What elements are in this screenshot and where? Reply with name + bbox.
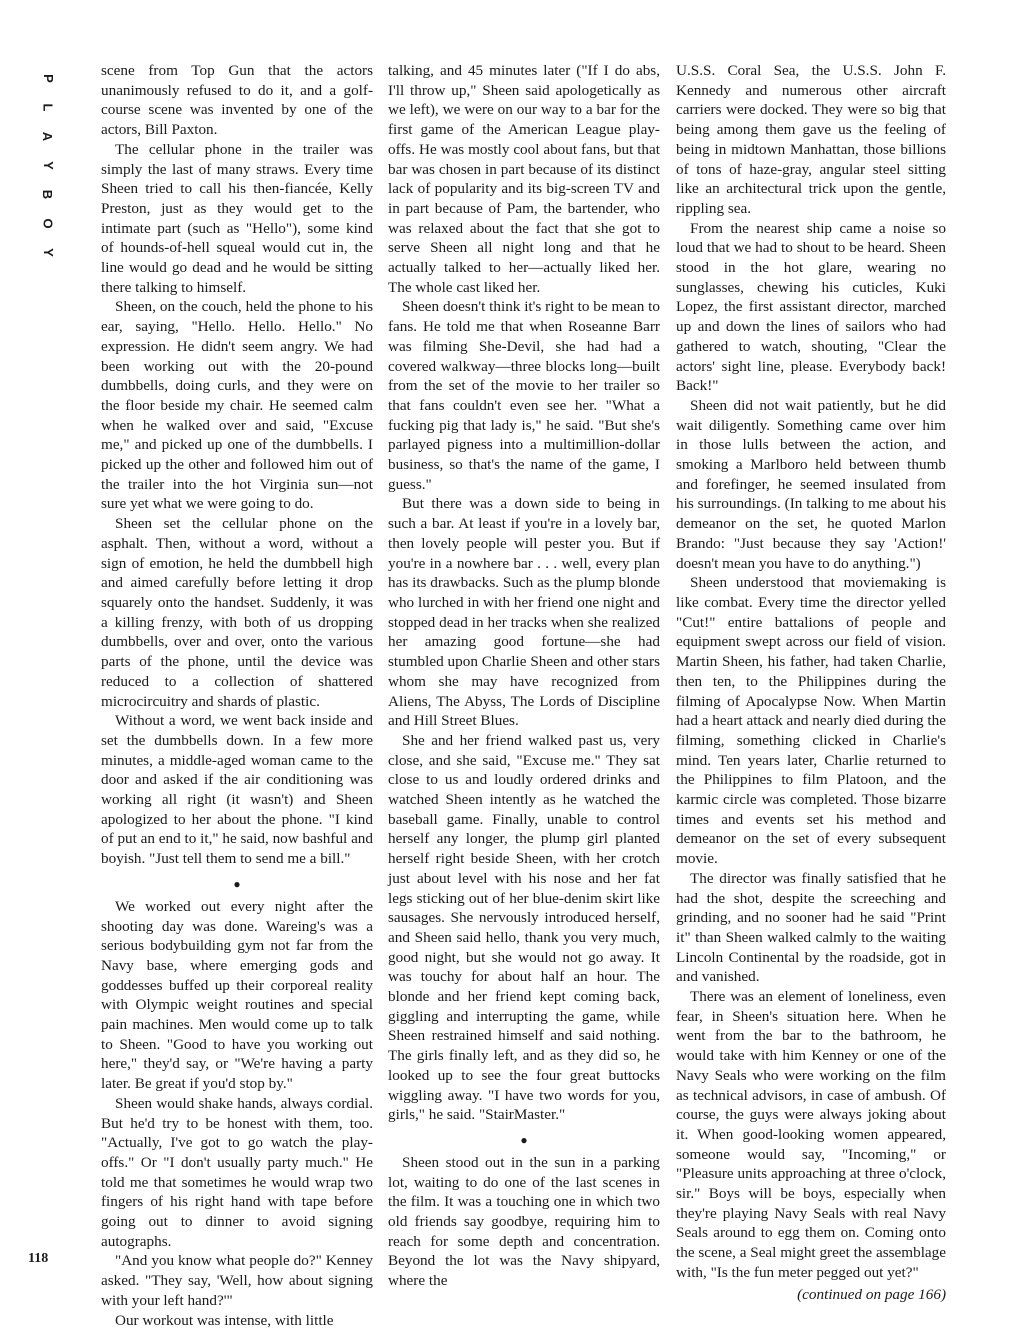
text-column-1 bbox=[101, 61, 373, 1329]
running-head-letter: L bbox=[40, 103, 56, 112]
running-head-letter: Y bbox=[40, 161, 56, 170]
paragraph: Sheen understood that moviemaking is like combat. Every time the director yelled "Cut!" entire battalions of people and equipment swept across our field of vision. Martin Sheen, his father, had taken Charlie, then ten, to the Philippines during the filming of Apocalypse Now. When Martin had a heart attack and nearly died during the filming, something clicked in Charlie's mind. Ten years later, Charlie returned to the Philippines to film Platoon, and the karmic circle was completed. Those bizarre times and events set his method and demeanor on the set of every subsequent movie. bbox=[676, 574, 946, 868]
paragraph: Without a word, we went back inside and set the dumbbells down. In a few more minutes, a middle-aged woman came to the door and asked if the air conditioning was working all right (it wasn't) and Sheen apologized to her about the phone. "I kind of put an end to it," he said, now bashful and boyish. "Just tell them to send me a bill." bbox=[101, 712, 373, 868]
running-head-letter: A bbox=[40, 131, 56, 142]
running-head-letter: Y bbox=[40, 248, 56, 257]
paragraph: From the nearest ship came a noise so loud that we had to shout to be heard. Sheen stood in the hot glare, wearing no sunglasses, chewing his cuticles, Kuki Lopez, the first assistant director, marched up and down the lines of sailors who had gathered to watch, shouting, "Clear the actors' sight line, please. Everybody back! Back!" bbox=[676, 219, 946, 395]
running-head-letter: P bbox=[40, 74, 56, 83]
paragraph: Sheen set the cellular phone on the asphalt. Then, without a word, without a sign of emotion, he held the dumbbell high and aimed carefully before letting it drop squarely onto the handset. Suddenly, it was a killing frenzy, with both of us dropping dumbbells, over and over, onto the various parts of the phone, until the device was reduced to a collection of shattered microcircuitry and shards of plastic. bbox=[101, 515, 373, 710]
paragraph: Sheen, on the couch, held the phone to his ear, saying, "Hello. Hello. Hello." No expression. He didn't seem angry. We had been working out with the 20-pound dumbbells, doing curls, and they were on the floor beside my chair. He seemed calm when he walked over and said, "Excuse me," and picked up one of the dumbbells. I picked up the other and followed him out of the trailer into the hot Virginia sun—not sure yet what we were going to do. bbox=[101, 298, 373, 513]
paragraph: Sheen did not wait patiently, but he did wait diligently. Something came over him in those lulls between the action, and smoking a Marlboro held between thumb and forefinger, he seemed insulated from his surroundings. (In talking to me about his demeanor on the set, he quoted Marlon Brando: "Just because they say 'Action!' doesn't mean you have to do anything.") bbox=[676, 396, 946, 572]
text-column-2 bbox=[388, 61, 660, 1290]
paragraph: The cellular phone in the trailer was simply the last of many straws. Every time Sheen tried to call his then-fiancée, Kelly Preston, just as they would get to the intimate part (such as "Hello"), some kind of hounds-of-hell squeal would cut in, the line would go dead and he would be sitting there talking to himself. bbox=[101, 140, 373, 296]
continued-note: (continued on page 166) bbox=[797, 1285, 946, 1303]
paragraph: talking, and 45 minutes later ("If I do abs, I'll throw up," Sheen said apologetically as we left), we were on our way to a bar for the first game of the American League play-offs. He was mostly cool about fans, but that bar was chosen in part because of its distinct lack of popularity and its big-screen TV and in part because of Pam, the bartender, who was relaxed about the fact that she got to serve Sheen all night long and that he actually talked to her—actually liked her. The whole cast liked her. bbox=[388, 62, 660, 296]
paragraph: Sheen doesn't think it's right to be mean to fans. He told me that when Roseanne Barr was filming She-Devil, she had had a covered walkway—three blocks long—built from the set of the movie to her trailer so that fans couldn't even see her. "What a fucking pig that lady is," he said. "But she's parlayed pigness into a multimillion-dollar business, so that's the name of the game, I guess." bbox=[388, 298, 660, 493]
paragraph: Our workout was intense, with little bbox=[115, 1311, 334, 1329]
paragraph: U.S.S. Coral Sea, the U.S.S. John F. Kennedy and numerous other aircraft carriers were docked. They were so big that being among them gave us the feeling of being in midtown Manhattan, those billions of tons of haze-gray, angular steel sitting like an architectural trick upon the gentle, rippling sea. bbox=[676, 62, 946, 217]
section-break-bullet: ● bbox=[233, 876, 241, 891]
paragraph: scene from Top Gun that the actors unanimously refused to do it, and a golf-course scene was invented by one of the actors, Bill Paxton. bbox=[101, 62, 373, 139]
paragraph: But there was a down side to being in such a bar. At least if you're in a lovely bar, then lovely people will pester you. But if you're in a nowhere bar . . . well, every plan has its drawbacks. Such as the plump blonde who lurched in with her friend one night and stopped dead in her tracks when she realized her amazing good fortune—she had stumbled upon Charlie Sheen and other stars whom she may have recognized from Aliens, The Abyss, The Lords of Discipline and Hill Street Blues. bbox=[388, 495, 660, 730]
paragraph: There was an element of loneliness, even fear, in Sheen's situation here. When he went from the bar to the bathroom, he would take with him Kenney or one of the Navy Seals who were working on the film as technical advisors, in case of ambush. Of course, the guys were always joking about it. When good-looking women appeared, someone would say, "Incoming," or "Pleasure units approaching at three o'clock, sir." Boys will be boys, especially when they're playing Navy Seals with real Navy Seals around to egg them on. Coming onto the scene, a Seal might greet the assemblage with, "Is the fun meter pegged out yet?" bbox=[676, 988, 946, 1281]
running-head bbox=[34, 64, 62, 267]
section-break-bullet: ● bbox=[520, 1132, 528, 1147]
paragraph: Sheen stood out in the sun in a parking lot, waiting to do one of the last scenes in the film. It was a touching one in which two old friends say goodbye, requiring him to reach for some depth and concentration. Beyond the lot was the Navy shipyard, where the bbox=[388, 1153, 660, 1290]
text-column-3 bbox=[676, 61, 946, 1303]
paragraph: "And you know what people do?" Kenney asked. "They say, 'Well, how about signing with your left hand?'" bbox=[101, 1252, 373, 1309]
running-head-letter: B bbox=[40, 189, 56, 200]
paragraph: We worked out every night after the shooting day was done. Wareing's was a serious bodybuilding gym not far from the Navy base, where emerging gods and goddesses buffed up their corporeal reality with Olympic weight routines and special pain machines. Men would come up to talk to Sheen. "Good to have you working out here," they'd say, or "We're having a party later. Be great if you'd stop by." bbox=[101, 897, 373, 1093]
paragraph: The director was finally satisfied that he had the shot, despite the screeching and grinding, and no sooner had he said "Print it" than Sheen walked calmly to the waiting Lincoln Continental by the roadside, got in and vanished. bbox=[676, 869, 946, 986]
running-head-letter: O bbox=[40, 218, 56, 229]
page-number: 118 bbox=[28, 1251, 49, 1266]
paragraph: She and her friend walked past us, very close, and she said, "Excuse me." They sat close to us and loudly ordered drinks and watched Sheen intently as he watched the baseball game. Finally, unable to control herself any longer, the plump girl planted herself right beside Sheen, with her crotch just about level with his nose and her fat legs sticking out of her blue-denim skirt like sausages. She nervously introduced herself, and Sheen said hello, thank you very much, good night, but she would not go away. It was touchy for about half an hour. The blonde and her friend kept coming back, giggling and interrupting the game, while Sheen restrained himself and said nothing. The girls finally left, and as they did so, he looked up to see the four great buttocks wiggling away. "I have two words for you, girls," he said. "StairMaster." bbox=[388, 731, 660, 1124]
paragraph: Sheen would shake hands, always cordial. But he'd try to be honest with them, too. "Actually, I've got to go watch the play-offs." Or "I don't usually party much." He told me that sometimes he would wrap two fingers of his right hand with tape before going out to dinner to avoid signing autographs. bbox=[101, 1094, 373, 1250]
